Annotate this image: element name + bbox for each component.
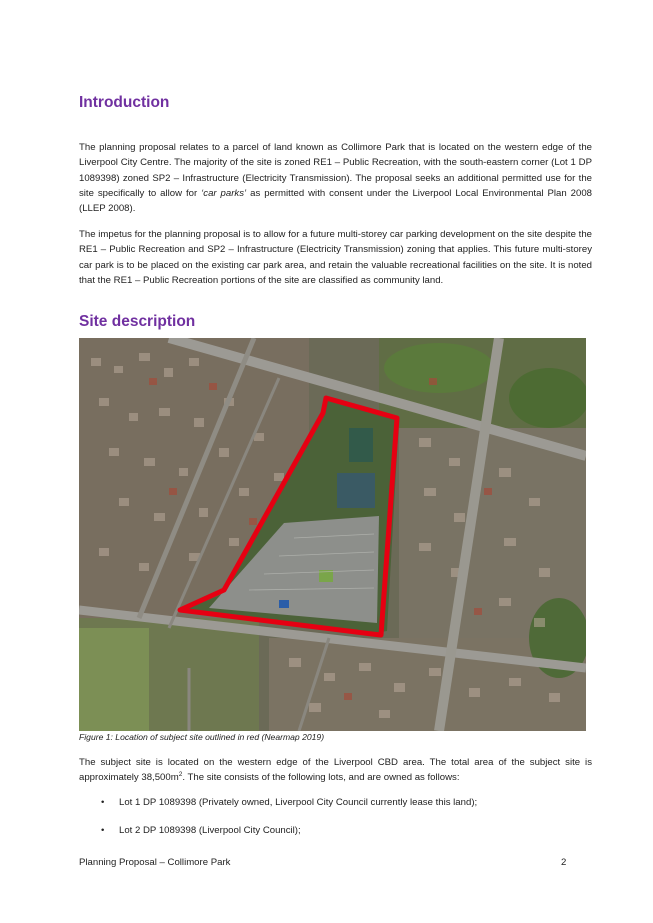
list-item — [79, 824, 592, 837]
site-paragraph-text-b: . The site consists of the following lots, and are owned as follows: — [182, 772, 460, 784]
section-heading-introduction: Introduction — [79, 94, 170, 111]
bullet-icon: • — [101, 797, 105, 808]
intro-paragraph-1-text-b: as permitted with consent under the Liverpool Local Environmental Plan 2008 (LLEP 2008). — [79, 187, 593, 215]
list-item — [79, 796, 592, 809]
footer-page-number: 2 — [561, 857, 567, 868]
footer-document-title: Planning Proposal – Collimore Park — [79, 857, 231, 868]
aerial-map-graphic — [79, 338, 586, 731]
lots-list — [79, 796, 592, 837]
list-item-text: Lot 2 DP 1089398 (Liverpool City Council); — [119, 825, 301, 836]
site-paragraph-superscript: 2 — [178, 771, 183, 779]
aerial-site-map — [79, 338, 586, 731]
intro-paragraph-2: The impetus for the planning proposal is to allow for a future multi-storey car parking development on the site despite the RE1 – Public Recreation and SP2 – Infrastructure (Electricity Transmission) zoning that applies. This future multi-storey car park is to be placed on the existing car park area, and retain the valuable recreational facilities on the site. It is noted that the RE1 – Public Recreation portions of the site are classified as community land. — [79, 229, 592, 286]
intro-paragraph-1 — [79, 140, 592, 216]
intro-paragraph-1-emphasis: ‘car parks’ — [201, 187, 247, 199]
figure-caption: Figure 1: Location of subject site outlined in red (Nearmap 2019) — [79, 732, 325, 742]
bullet-icon: • — [101, 825, 105, 836]
site-paragraph-text-a: The subject site is located on the western edge of the Liverpool CBD area. The total area of the subject site is approximately 38,500m — [79, 757, 592, 784]
site-paragraph — [79, 755, 592, 786]
section-heading-site-description: Site description — [79, 313, 196, 330]
intro-paragraph-1-text-a: The planning proposal relates to a parcel of land known as Collimore Park that is located on the western edge of the Liverpool City Centre. The majority of the site is zoned RE1 – Public Recreation, with the south-eastern corner (Lot 1 DP 1089398) zoned SP2 – Infrastructure (Electricity Transmission). The proposal seeks an additional permitted use for the site specifically to allow for — [79, 142, 592, 199]
list-item-text: Lot 1 DP 1089398 (Privately owned, Liverpool City Council currently lease this land); — [119, 797, 478, 808]
